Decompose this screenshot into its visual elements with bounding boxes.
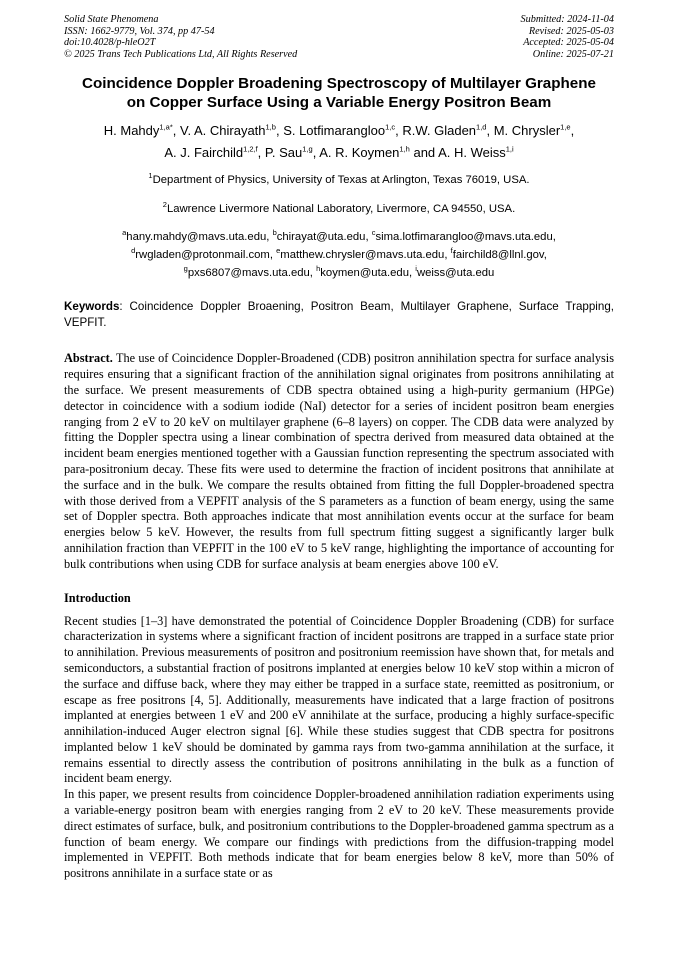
email-link[interactable]: hany.mahdy@mavs.uta.edu, (126, 230, 273, 243)
abstract (64, 351, 614, 572)
paper-title (64, 74, 614, 112)
email-link[interactable]: matthew.chrysler@mavs.uta.edu, (280, 248, 451, 261)
section-heading: Introduction (64, 590, 131, 605)
author: S. Lotfimarangloo$^{1,c}$, (283, 122, 403, 138)
keywords-label: Keywords (64, 300, 120, 314)
email-link[interactable]: pxs6807@mavs.uta.edu, (187, 266, 317, 279)
header-left (64, 14, 297, 60)
email-list: $^a$hany.mahdy@mavs.uta.edu, $^b$chirayat@uta.edu, $^c$sima.lotfimarangloo@mavs.uta.edu, $^d$rwgladen@protonmail.com, $^e$matthew.chrysler@mavs.uta.edu, $^f$fairchild8@llnl.gov, $^g$pxs6807@mavs.uta.edu, $^h$koymen@uta.edu, $^i$weiss@uta.edu (122, 227, 556, 279)
email-link[interactable]: sima.lotfimarangloo@mavs.uta.edu, (375, 230, 556, 243)
copyright-line: © 2025 Trans Tech Publications Ltd, All Rights Reserved (64, 48, 298, 60)
paper-page (64, 14, 614, 882)
author: A. H. Weiss$^{1,i}$ (438, 144, 514, 160)
keywords-text: : Coincidence Doppler Broaening, Positron Beam, Multilayer Graphene, Surface Trapping, VEPFIT. (64, 300, 614, 329)
affiliation-1: $^1$Department of Physics, University of Texas at Arlington, Texas 76019, USA. (148, 171, 530, 186)
author: A. R. Koymen$^{1,h}$ and (319, 144, 439, 160)
affiliation-2: $^2$Lawrence Livermore National Laboratory, Livermore, CA 94550, USA. (162, 199, 516, 215)
author: P. Sau$^{1,g}$, (264, 144, 320, 160)
doi-link[interactable]: doi:10.4028/p-hleO2T (64, 37, 156, 49)
intro-paragraph-1: Recent studies [1–3] have demonstrated the potential of Coincidence Doppler Broadening (CDB) for surface characterization in systems where a significant fraction of incident positrons are trapped in a surface state prior to annihilation. Previous measurements of positron and positronium reemission have shown that, for metals and semiconductors, a substantial fraction of positrons implanted at energies below 10 keV stop within a micron of the surface and diffuse back, where they may either be trapped in a surface state, reemitted as positronium, or escape as free positrons [4, 5]. Additionally, measurements have indicated that a large fraction of positrons implanted at energies between 1 eV and 200 eV annihilate at the surface, producing a highly surface-specific annihilation-induced Auger electron signal [6]. While these studies suggest that CDB spectra for positrons implanted below 1 keV should be dominated by gamma rays from two-gamma annihilation at the surface, it remains essential to directly assess the contribution of positrons annihilating in the bulk as a function of incident beam energy. (64, 613, 614, 786)
revised-date: Revised: 2025-05-03 (528, 25, 614, 37)
title-line-2: on Copper Surface Using a Variable Energy Positron Beam (126, 94, 552, 112)
abstract-label: Abstract. (64, 351, 113, 366)
abstract-text: The use of Coincidence Doppler-Broadened (CDB) positron annihilation spectra for surface analysis requires ensuring that a significant fraction of the annihilation signal originates from positrons annihilating at the surface. We present measurements of CDB spectra obtained using a high-purity germanium (HPGe) detector in coincidence with a sodium iodide (NaI) detector for a series of incident positron beam energies ranging from 2 eV to 20 keV on multilayer graphene (6–8 layers) on copper. The CDB data were analyzed by fitting the Doppler spectra using a linear combination of spectra derived from measured data obtained at the incident beam energies mentioned together with a Gaussian function representing the spectrum associated with para-positronium decay. These fits were used to determine the fraction of incident positrons that annihilate at the surface and in the bulk. We compare the results obtained from fitting the full Doppler-broadened spectra with those derived from a VEPFIT analysis of the S parameters as a function of beam energy, using the same set of Doppler spectra. Both approaches indicate that most annihilation events occur at the surface for beam energies below 5 keV. However, the results from full spectrum fitting suggest a significantly larger bulk annihilation fraction than VEPFIT in the 100 eV to 5 keV range, highlighting the importance of accounting for bulk contributions when using CDB for surface analysis at beam energies above 100 eV. (64, 351, 614, 571)
keywords (64, 299, 614, 330)
journal-name: Solid State Phenomena (64, 14, 159, 25)
email-link[interactable]: weiss@uta.edu (416, 266, 495, 279)
email-link[interactable]: chirayat@uta.edu, (276, 230, 372, 243)
email-link[interactable]: fairchild8@llnl.gov, (452, 248, 547, 261)
email-link[interactable]: koymen@uta.edu, (320, 266, 416, 279)
author: H. Mahdy$^{1,a*}$, (103, 122, 180, 138)
author: V. A. Chirayath$^{1,b}$, (180, 122, 284, 138)
accepted-date: Accepted: 2025-05-04 (523, 37, 614, 49)
intro-paragraph-2: In this paper, we present results from coincidence Doppler-broadened annihilation radiation experiments using a variable-energy positron beam with energies ranging from 2 eV to 20 keV. These measurements provide direct estimates of surface, bulk, and positronium contributions to the Doppler-broadened gamma spectrum as a function of beam energy. We compare our findings with predictions from the diffusion-trapping model implemented in VEPFIT. Both methods indicate that for beam energies below 8 keV, more than 50% of positrons annihilate in a surface state or as (64, 787, 614, 881)
author-list (64, 118, 614, 162)
header-right (521, 14, 614, 60)
title-line-1: Coincidence Doppler Broadening Spectroscopy of Multilayer Graphene (82, 75, 596, 93)
issn-line: ISSN: 1662-9779, Vol. 374, pp 47-54 (64, 25, 215, 37)
journal-header (64, 14, 614, 60)
author: M. Chrysler$^{1,e}$, (493, 122, 575, 138)
submitted-date: Submitted: 2024-11-04 (520, 14, 614, 25)
author: A. J. Fairchild$^{1,2,f}$, (164, 144, 265, 160)
email-link[interactable]: rwgladen@protonmail.com, (135, 248, 277, 261)
author: R.W. Gladen$^{1,d}$, (402, 122, 494, 138)
online-date: Online: 2025-07-21 (532, 48, 614, 60)
